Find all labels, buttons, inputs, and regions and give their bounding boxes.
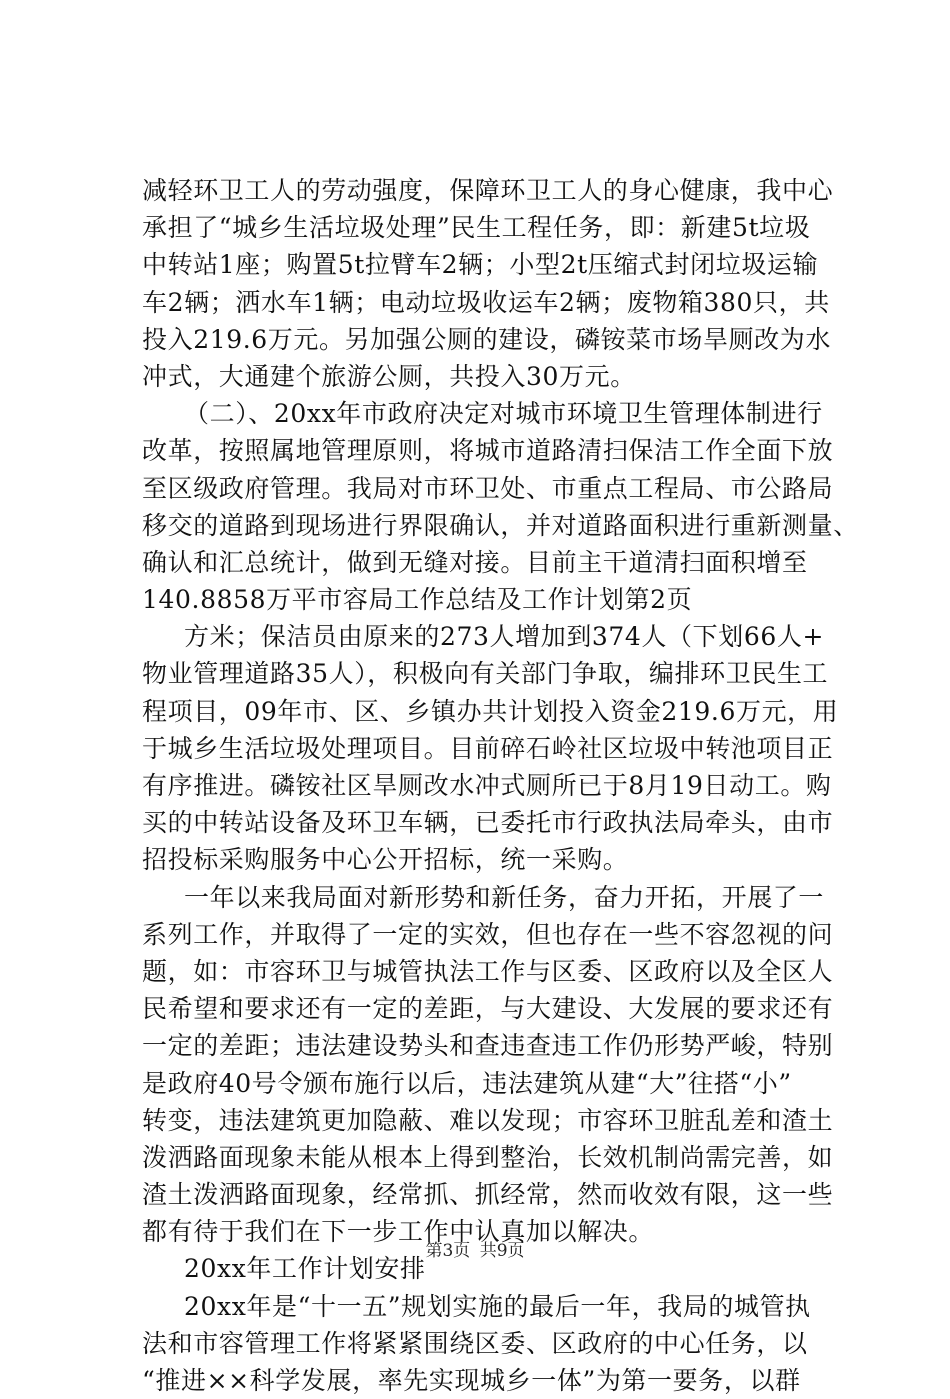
text-line: 物业管理道路35人），积极向有关部门争取，编排环卫民生工 — [142, 659, 829, 689]
text-line: 移交的道路到现场进行界限确认，并对道路面积进行重新测量、 — [142, 510, 859, 540]
section-heading: 20xx年工作计划安排 — [184, 1254, 426, 1284]
text-line: 中转站1座；购置5t拉臂车2辆；小型2t压缩式封闭垃圾运输 — [142, 250, 819, 280]
text-line: 140.8858万平市容局工作总结及工作计划第2页 — [142, 585, 693, 615]
text-line: 减轻环卫工人的劳动强度，保障环卫工人的身心健康，我中心 — [142, 176, 834, 205]
text-line: 投入219.6万元。另加强公厕的建设，磷铵菜市场旱厕改为水 — [142, 324, 831, 354]
page-number: 第3页 — [425, 1241, 471, 1261]
text-line: 确认和汇总统计，做到无缝对接。目前主干道清扫面积增至 — [142, 547, 808, 577]
paragraph-start-line: （二）、20xx年市政府决定对城市环境卫生管理体制进行 — [184, 399, 823, 429]
text-line: 于城乡生活垃圾处理项目。目前碎石岭社区垃圾中转池项目正 — [142, 733, 834, 763]
text-line: 至区级政府管理。我局对市环卫处、市重点工程局、市公路局 — [142, 473, 834, 503]
text-line: 转变，违法建筑更加隐蔽、难以发现；市容环卫脏乱差和渣土 — [142, 1105, 834, 1135]
text-line: 泼洒路面现象未能从根本上得到整治，长效机制尚需完善，如 — [142, 1142, 834, 1172]
text-line: 买的中转站设备及环卫车辆，已委托市行政执法局牵头，由市 — [142, 808, 834, 838]
text-line: 招投标采购服务中心公开招标，统一采购。 — [142, 845, 629, 875]
text-line: 车2辆；洒水车1辆；电动垃圾收运车2辆；废物箱380只，共 — [142, 287, 830, 317]
text-line: 是政府40号令颁布施行以后，违法建筑从建“大”往搭“小” — [142, 1068, 792, 1098]
page-footer — [0, 1240, 950, 1262]
text-line: 都有待于我们在下一步工作中认真加以解决。 — [142, 1217, 655, 1247]
paragraph-start-line: 20xx年是“十一五”规划实施的最后一年，我局的城管执 — [184, 1291, 811, 1321]
document-body — [142, 172, 859, 1399]
text-line: 冲式，大通建个旅游公厕，共投入30万元。 — [142, 361, 636, 391]
text-line: 法和市容管理工作将紧紧围绕区委、区政府的中心任务，以 — [142, 1328, 808, 1358]
text-line: 承担了“城乡生活垃圾处理”民生工程任务，即：新建5t垃圾 — [142, 213, 811, 243]
paragraph-start-line: 一年以来我局面对新形势和新任务，奋力开拓，开展了一 — [184, 882, 825, 912]
text-line: 渣土泼洒路面现象，经常抓、抓经常，然而收效有限，这一些 — [142, 1180, 834, 1210]
text-line: 民希望和要求还有一定的差距，与大建设、大发展的要求还有 — [142, 994, 834, 1024]
text-line: 有序推进。磷铵社区旱厕改水冲式厕所已于8月19日动工。购 — [142, 771, 832, 800]
text-line: 改革，按照属地管理原则，将城市道路清扫保洁工作全面下放 — [142, 436, 834, 466]
text-line: 程项目，09年市、区、乡镇办共计划投入资金219.6万元，用 — [142, 696, 839, 726]
paragraph-start-line: 方米；保洁员由原来的273人增加到374人（下划66人+ — [184, 622, 824, 652]
text-line: 系列工作，并取得了一定的实效，但也存在一些不容忽视的问 — [142, 919, 834, 949]
text-line: 一定的差距；违法建设势头和查违查违工作仍形势严峻，特别 — [142, 1031, 834, 1061]
page-total: 共9页 — [479, 1241, 525, 1261]
text-line: 题，如：市容环卫与城管执法工作与区委、区政府以及全区人 — [142, 956, 834, 986]
text-line: “推进××科学发展，率先实现城乡一体”为第一要务，以群 — [142, 1366, 801, 1395]
